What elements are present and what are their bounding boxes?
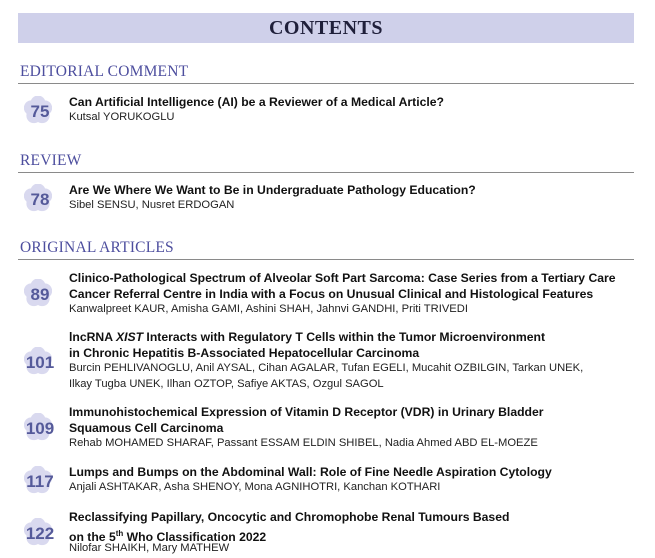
page-number[interactable]: 117 — [26, 472, 54, 491]
section-divider — [18, 83, 634, 84]
article-title[interactable]: Immunohistochemical Expression of Vitamin D Receptor (VDR) in Urinary Bladder Squamous Cell Carcinoma — [69, 405, 544, 435]
article-authors: Kutsal YORUKOGLU — [69, 111, 175, 123]
contents-title: CONTENTS — [268, 16, 384, 39]
article-title[interactable]: Can Artificial Intelligence (AI) be a Reviewer of a Medical Article? — [69, 95, 444, 109]
page-number[interactable]: 78 — [30, 190, 50, 209]
section-title: ORIGINAL ARTICLES — [20, 239, 174, 256]
article-authors: Sibel SENSU, Nusret ERDOGAN — [69, 199, 235, 211]
page-number[interactable]: 75 — [30, 102, 50, 121]
article-title[interactable]: Lumps and Bumps on the Abdominal Wall: Role of Fine Needle Aspiration Cytology — [69, 465, 552, 479]
section-divider — [18, 259, 634, 260]
page-number[interactable]: 122 — [25, 524, 55, 543]
page-number[interactable]: 89 — [30, 285, 50, 304]
article-authors: Nilofar SHAIKH, Mary MATHEW — [69, 542, 230, 554]
article-authors: Rehab MOHAMED SHARAF, Passant ESSAM ELDIN SHIBEL, Nadia Ahmed ABD EL-MOEZE — [69, 437, 538, 449]
section-review — [18, 152, 634, 173]
article-title[interactable]: Are We Where We Want to Be in Undergraduate Pathology Education? — [69, 183, 476, 197]
article-authors: Kanwalpreet KAUR, Amisha GAMI, Ashini SHAH, Jahnvi GANDHI, Priti TRIVEDI — [69, 303, 468, 315]
article-title[interactable]: Reclassifying Papillary, Oncocytic and Chromophobe Renal Tumours Based on the 5th Who Classification 2022 — [69, 510, 510, 544]
page-number[interactable]: 109 — [25, 419, 55, 438]
section-title: EDITORIAL COMMENT — [20, 63, 189, 80]
contents-header — [18, 13, 634, 43]
article-authors: Burcin PEHLIVANOGLU, Anil AYSAL, Cihan AGALAR, Tufan EGELI, Mucahit OZBILGIN, Tarkan UNEK, Ilkay Tugba UNEK, Ilhan OZTOP, Safiye AKTAS, Ozgul SAGOL — [69, 362, 584, 390]
article-authors: Anjali ASHTAKAR, Asha SHENOY, Mona AGNIHOTRI, Kanchan KOTHARI — [69, 481, 441, 493]
section-divider — [18, 172, 634, 173]
section-editorial-comment — [18, 63, 634, 84]
italic-gene-name: XIST — [115, 330, 144, 344]
section-original-articles — [18, 239, 634, 260]
page-number[interactable]: 101 — [25, 353, 55, 372]
section-title: REVIEW — [20, 152, 82, 169]
article-title[interactable]: Clinico-Pathological Spectrum of Alveolar Soft Part Sarcoma: Case Series from a Tertiary Care Cancer Referral Centre in India with a Focus on Unusual Clinical and Histological Features — [69, 271, 616, 301]
article-title[interactable]: lncRNA XIST Interacts with Regulatory T Cells within the Tumor Microenvironment in Chronic Hepatitis B-Associated Hepatocellular Carcinoma — [69, 330, 546, 360]
